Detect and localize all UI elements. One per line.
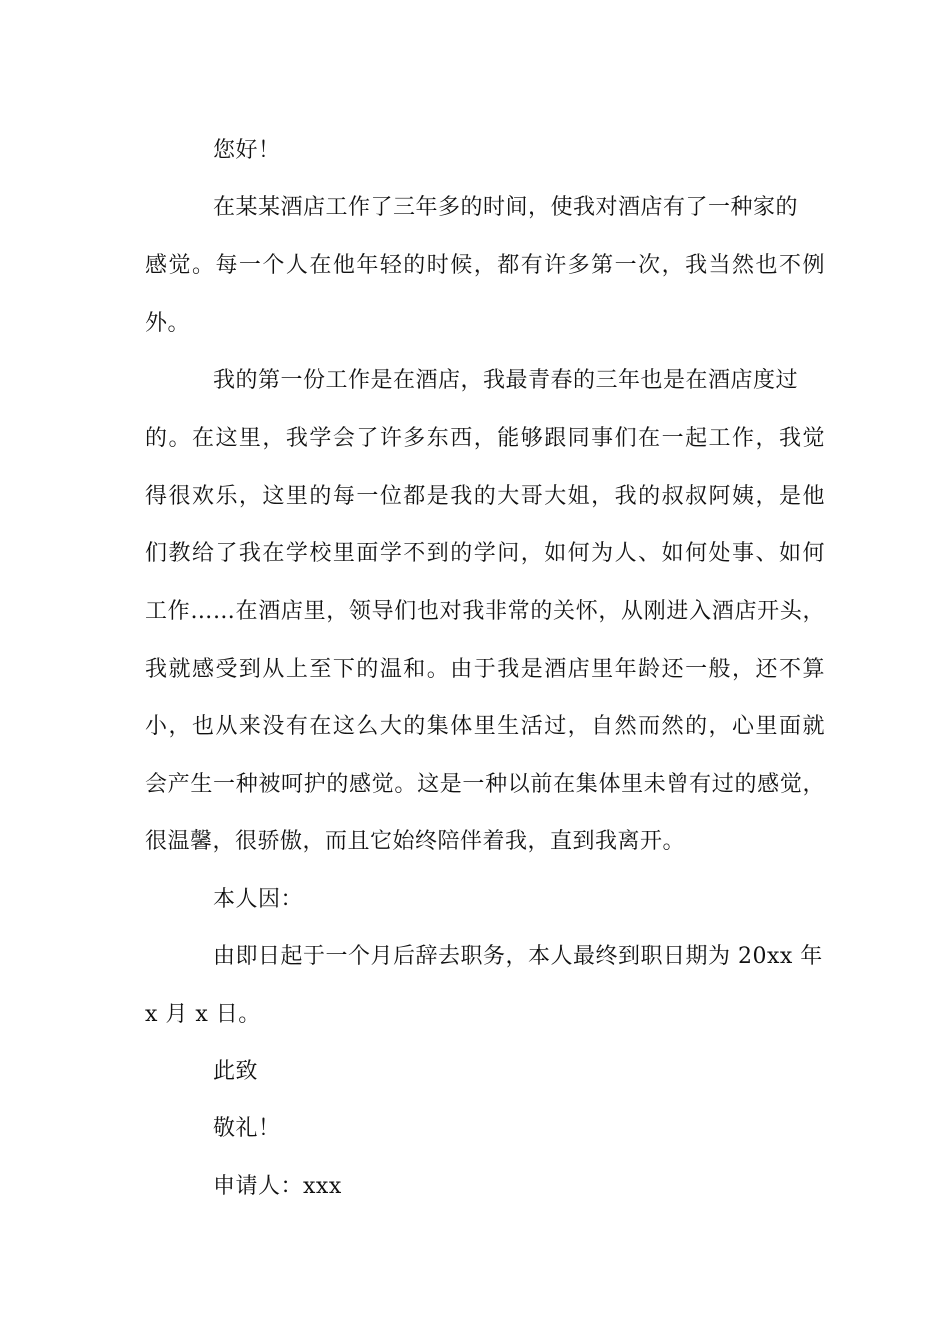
paragraph-line: 在某某酒店工作了三年多的时间，使我对酒店有了一种家的: [213, 195, 799, 220]
closing-line: 敬礼！: [213, 1116, 281, 1141]
greeting: 您好！: [213, 138, 281, 163]
paragraph-line: 们教给了我在学校里面学不到的学问，如何为人、如何处事、如何: [145, 541, 825, 566]
paragraph-line: 由即日起于一个月后辞去职务，本人最终到职日期为 20xx 年: [213, 944, 823, 969]
paragraph-line: 会产生一种被呵护的感觉。这是一种以前在集体里未曾有过的感觉，: [145, 772, 825, 797]
paragraph-line: 的。在这里，我学会了许多东西，能够跟同事们在一起工作，我觉: [145, 426, 825, 451]
paragraph-line: x 月 x 日。: [145, 1002, 261, 1027]
paragraph-line: 我的第一份工作是在酒店，我最青春的三年也是在酒店度过: [213, 368, 799, 393]
paragraph-line: 得很欢乐，这里的每一位都是我的大哥大姐，我的叔叔阿姨，是他: [145, 484, 825, 509]
reason-label: 本人因：: [213, 887, 304, 912]
paragraph-line: 很温馨，很骄傲，而且它始终陪伴着我，直到我离开。: [145, 829, 686, 854]
paragraph-line: 我就感受到从上至下的温和。由于我是酒店里年龄还一般，还不算: [145, 657, 825, 682]
paragraph-line: 感觉。每一个人在他年轻的时候，都有许多第一次，我当然也不例: [145, 253, 825, 278]
closing-line: 此致: [213, 1059, 259, 1084]
applicant-signature: 申请人：xxx: [213, 1174, 342, 1199]
paragraph-line: 小，也从来没有在这么大的集体里生活过，自然而然的，心里面就: [145, 714, 825, 739]
paragraph-line: 工作……在酒店里，领导们也对我非常的关怀，从刚进入酒店开头，: [145, 599, 825, 624]
paragraph-line: 外。: [145, 311, 191, 336]
